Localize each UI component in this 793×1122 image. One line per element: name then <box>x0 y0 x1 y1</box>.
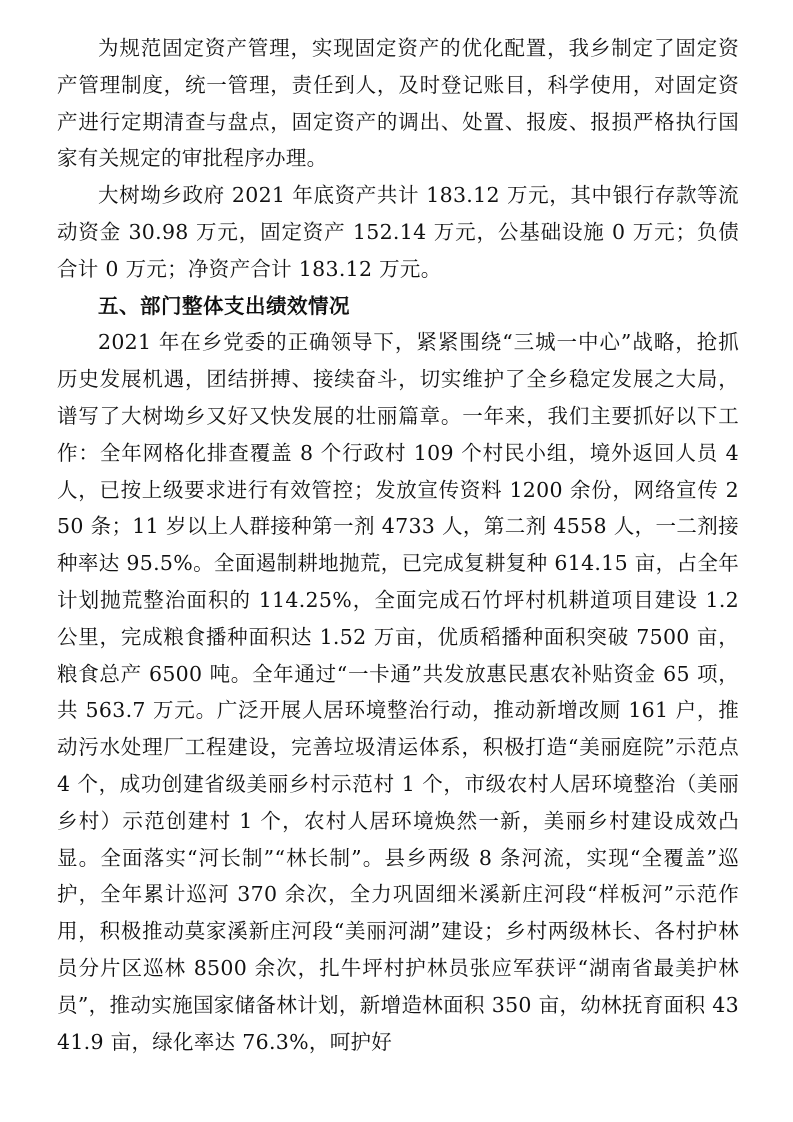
section-heading: 五、部门整体支出绩效情况 <box>98 293 350 318</box>
paragraph-asset-summary: 大树坳乡政府 2021 年底资产共计 183.12 万元，其中银行存款等流动资金 30.98 万元，固定资产 152.14 万元，公基础设施 0 万元；负债合计 0 万元；净资产合计 183.12 万元。 <box>57 183 739 281</box>
paragraph-fixed-assets-management: 为规范固定资产管理，实现固定资产的优化配置，我乡制定了固定资产管理制度，统一管理，责任到人，及时登记账目，科学使用，对固定资产进行定期清查与盘点，固定资产的调出、处置、报废、报损严格执行国家有关规定的审批程序办理。 <box>57 36 739 171</box>
paragraph-performance: 2021 年在乡党委的正确领导下，紧紧围绕“三城一中心”战略，抢抓历史发展机遇，团结拼搏、接续奋斗，切实维护了全乡稳定发展之大局，谱写了大树坳乡又好又快发展的壮丽篇章。一年来，我们主要抓好以下工作：全年网格化排查覆盖 8 个行政村 109 个村民小组，境外返回人员 4 人，已按上级要求进行有效管控；发放宣传资料 1200 余份，网络宣传 250 条；11 岁以上人群接种第一剂 4733 人，第二剂 4558 人，一二剂接种率达 95.5%。全面遏制耕地抛荒，已完成复耕复种 614.15 亩，占全年计划抛荒整治面积的 114.25%，全面完成石竹坪村机耕道项目建设 1.2 公里，完成粮食播种面积达 1.52 万亩，优质稻播种面积突破 7500 亩，粮食总产 6500 吨。全年通过“一卡通”共发放惠民惠农补贴资金 65 项，共 563.7 万元。广泛开展人居环境整治行动，推动新增改厕 161 户，推动污水处理厂工程建设，完善垃圾清运体系，积极打造“美丽庭院”示范点 4 个，成功创建省级美丽乡村示范村 1 个，市级农村人居环境整治（美丽乡村）示范创建村 1 个，农村人居环境焕然一新，美丽乡村建设成效凸显。全面落实“河长制”“林长制”。县乡两级 8 条河流，实现“全覆盖”巡护，全年累计巡河 370 余次，全力巩固细米溪新庄河段“样板河”示范作用，积极推动莫家溪新庄河段“美丽河湖”建设；乡村两级林长、各村护林员分片区巡林 8500 余次，扎牛坪村护林员张应军获评“湖南省最美护林员”，推动实施国家储备林计划，新增造林面积 350 亩，幼林抚育面积 4341.9 亩，绿化率达 76.3%，呵护好 <box>57 330 739 1054</box>
document-body <box>57 30 739 1060</box>
